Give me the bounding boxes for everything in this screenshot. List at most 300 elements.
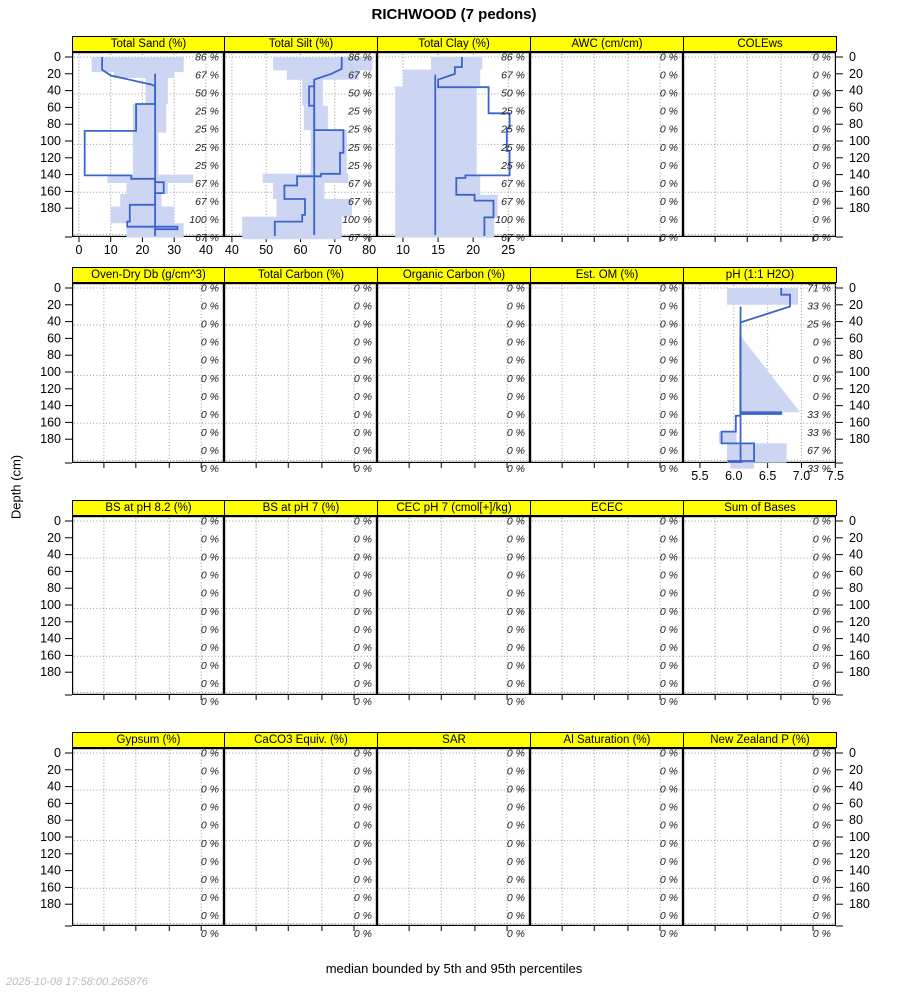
contributing-fraction-label: 67 % [195, 177, 219, 190]
strip-caco3-equiv: CaCO3 Equiv. (%) [224, 732, 378, 748]
left-depth-label: 40 [47, 314, 61, 329]
contributing-fraction-label: 0 % [812, 515, 831, 528]
contributing-fraction-label: 25 % [501, 141, 525, 154]
contributing-fraction-label: 0 % [506, 659, 525, 672]
right-depth-label: 180 [849, 897, 870, 912]
contributing-fraction-label: 0 % [200, 873, 219, 886]
contributing-fraction-label: 0 % [353, 928, 372, 941]
panel-cec-ph-7-cmol-kg [377, 515, 530, 709]
contributing-fraction-label: 0 % [812, 195, 831, 208]
contributing-fraction-label: 0 % [659, 678, 678, 691]
strip-bs-at-ph-7: BS at pH 7 (%) [224, 500, 378, 516]
right-depth-label: 40 [849, 83, 863, 98]
left-depth-label: 100 [40, 134, 61, 148]
contributing-fraction-label: 25 % [501, 123, 525, 136]
strip-oven-dry-db-g-cm-3: Oven-Dry Db (g/cm^3) [72, 267, 225, 283]
contributing-fraction-label: 33 % [807, 408, 831, 421]
panel-awc-cm-cm [530, 51, 683, 245]
contributing-fraction-label: 0 % [659, 623, 678, 636]
contributing-fraction-label: 0 % [659, 51, 678, 64]
contributing-fraction-label: 0 % [506, 891, 525, 904]
contributing-fraction-label: 0 % [506, 569, 525, 582]
left-depth-label: 180 [40, 432, 61, 447]
contributing-fraction-label: 0 % [200, 463, 219, 476]
panel-total-carbon [224, 282, 377, 476]
contributing-fraction-label: 0 % [659, 928, 678, 941]
left-depth-label: 0 [54, 514, 61, 528]
contributing-fraction-label: 0 % [506, 336, 525, 349]
right-depth-label: 120 [849, 150, 870, 165]
contributing-fraction-label: 0 % [812, 765, 831, 778]
contributing-fraction-label: 0 % [812, 569, 831, 582]
contributing-fraction-label: 0 % [812, 801, 831, 814]
contributing-fraction-label: 0 % [506, 515, 525, 528]
contributing-fraction-label: 0 % [812, 390, 831, 403]
right-depth-label: 40 [849, 314, 863, 329]
left-depth-label: 100 [40, 830, 61, 844]
contributing-fraction-label: 0 % [200, 551, 219, 564]
contributing-fraction-label: 0 % [200, 372, 219, 385]
panel-al-saturation [530, 747, 683, 941]
right-depth-label: 0 [849, 514, 856, 528]
panel-total-clay [377, 51, 530, 245]
contributing-fraction-label: 25 % [807, 318, 831, 331]
contributing-fraction-label: 0 % [506, 605, 525, 618]
left-depth-label: 80 [47, 348, 61, 363]
contributing-fraction-label: 0 % [353, 318, 372, 331]
left-depth-label: 40 [47, 779, 61, 794]
right-depth-label: 120 [849, 846, 870, 861]
contributing-fraction-label: 33 % [807, 300, 831, 313]
left-depth-label: 80 [47, 581, 61, 596]
panel-total-silt [224, 51, 377, 245]
contributing-fraction-label: 0 % [812, 372, 831, 385]
left-depth-label: 60 [47, 100, 61, 115]
contributing-fraction-label: 0 % [812, 587, 831, 600]
chart-title: RICHWOOD (7 pedons) [371, 6, 537, 23]
contributing-fraction-label: 0 % [506, 819, 525, 832]
contributing-fraction-label: 0 % [200, 426, 219, 439]
y-axis-label: Depth (cm) [8, 454, 24, 520]
right-depth-label: 160 [849, 880, 870, 895]
left-depth-label: 20 [47, 762, 61, 777]
contributing-fraction-label: 0 % [659, 372, 678, 385]
contributing-fraction-label: 0 % [200, 696, 219, 709]
contributing-fraction-label: 0 % [506, 910, 525, 923]
x-tick-label: 20 [135, 243, 150, 257]
right-depth-label: 100 [849, 830, 870, 844]
contributing-fraction-label: 50 % [501, 87, 525, 100]
right-depth-label: 160 [849, 184, 870, 199]
contributing-fraction-label: 86 % [501, 51, 525, 64]
contributing-fraction-label: 25 % [195, 159, 219, 172]
contributing-fraction-label: 0 % [506, 300, 525, 313]
contributing-fraction-label: 86 % [195, 51, 219, 64]
contributing-fraction-label: 0 % [200, 837, 219, 850]
contributing-fraction-label: 0 % [659, 300, 678, 313]
strip-ecec: ECEC [530, 500, 684, 516]
contributing-fraction-label: 0 % [506, 408, 525, 421]
contributing-fraction-label: 0 % [353, 855, 372, 868]
contributing-fraction-label: 0 % [812, 605, 831, 618]
contributing-fraction-label: 0 % [353, 696, 372, 709]
contributing-fraction-label: 33 % [807, 463, 831, 476]
left-depth-label: 60 [47, 331, 61, 346]
contributing-fraction-label: 0 % [659, 569, 678, 582]
right-depth-label: 80 [849, 581, 863, 596]
contributing-fraction-label: 0 % [200, 623, 219, 636]
contributing-fraction-label: 0 % [812, 87, 831, 100]
contributing-fraction-label: 0 % [812, 354, 831, 367]
contributing-fraction-label: 0 % [659, 463, 678, 476]
strip-awc-cm-cm: AWC (cm/cm) [530, 36, 684, 52]
panel-organic-carbon [377, 282, 530, 476]
contributing-fraction-label: 0 % [353, 891, 372, 904]
contributing-fraction-label: 0 % [812, 747, 831, 760]
contributing-fraction-label: 0 % [200, 408, 219, 421]
x-tick-label: 30 [167, 243, 182, 257]
left-depth-label: 40 [47, 547, 61, 562]
contributing-fraction-label: 0 % [506, 928, 525, 941]
contributing-fraction-label: 0 % [506, 390, 525, 403]
right-depth-label: 80 [849, 348, 863, 363]
right-depth-label: 120 [849, 614, 870, 629]
contributing-fraction-label: 0 % [812, 819, 831, 832]
x-tick-label: 50 [259, 243, 274, 257]
contributing-fraction-label: 0 % [812, 51, 831, 64]
strip-sum-of-bases: Sum of Bases [683, 500, 837, 516]
contributing-fraction-label: 0 % [200, 855, 219, 868]
contributing-fraction-label: 0 % [659, 282, 678, 295]
contributing-fraction-label: 25 % [348, 123, 372, 136]
contributing-fraction-label: 0 % [506, 445, 525, 458]
contributing-fraction-label: 0 % [200, 569, 219, 582]
x-tick-label: 5.5 [691, 469, 709, 483]
left-depth-label: 160 [40, 415, 61, 430]
right-depth-label: 140 [849, 167, 870, 182]
contributing-fraction-label: 100 % [495, 214, 525, 227]
contributing-fraction-label: 0 % [353, 819, 372, 832]
right-depth-label: 100 [849, 134, 870, 148]
contributing-fraction-label: 0 % [812, 551, 831, 564]
strip-gypsum: Gypsum (%) [72, 732, 225, 748]
strip-sar: SAR [377, 732, 531, 748]
left-depth-label: 0 [54, 281, 61, 295]
contributing-fraction-label: 67 % [195, 69, 219, 82]
panel-est-om [530, 282, 683, 476]
right-depth-label: 80 [849, 117, 863, 132]
right-depth-label: 60 [849, 331, 863, 346]
x-tick-label: 15 [431, 243, 446, 257]
contributing-fraction-label: 0 % [353, 551, 372, 564]
contributing-fraction-label: 0 % [353, 408, 372, 421]
strip-al-saturation: Al Saturation (%) [530, 732, 684, 748]
contributing-fraction-label: 0 % [200, 747, 219, 760]
x-tick-label: 80 [362, 243, 377, 257]
contributing-fraction-label: 0 % [659, 801, 678, 814]
contributing-fraction-label: 67 % [195, 195, 219, 208]
contributing-fraction-label: 0 % [659, 390, 678, 403]
contributing-fraction-label: 0 % [812, 891, 831, 904]
right-depth-label: 100 [849, 365, 870, 379]
contributing-fraction-label: 25 % [348, 141, 372, 154]
contributing-fraction-label: 0 % [659, 105, 678, 118]
contributing-fraction-label: 0 % [506, 765, 525, 778]
right-depth-label: 80 [849, 813, 863, 828]
strip-bs-at-ph-8-2: BS at pH 8.2 (%) [72, 500, 225, 516]
contributing-fraction-label: 67 % [348, 195, 372, 208]
left-depth-label: 100 [40, 365, 61, 379]
contributing-fraction-label: 50 % [195, 87, 219, 100]
contributing-fraction-label: 0 % [812, 232, 831, 245]
contributing-fraction-label: 0 % [200, 659, 219, 672]
x-tick-label: 7.0 [792, 469, 811, 483]
contributing-fraction-label: 0 % [506, 641, 525, 654]
contributing-fraction-label: 0 % [200, 801, 219, 814]
right-depth-label: 140 [849, 863, 870, 878]
strip-est-om: Est. OM (%) [530, 267, 684, 283]
strip-total-silt: Total Silt (%) [224, 36, 378, 52]
left-depth-label: 60 [47, 564, 61, 579]
contributing-fraction-label: 0 % [812, 659, 831, 672]
x-tick-label: 0 [75, 243, 83, 257]
strip-total-sand: Total Sand (%) [72, 36, 225, 52]
contributing-fraction-label: 0 % [200, 390, 219, 403]
contributing-fraction-label: 0 % [353, 641, 372, 654]
contributing-fraction-label: 67 % [501, 69, 525, 82]
contributing-fraction-label: 0 % [353, 678, 372, 691]
percentile-band [730, 463, 754, 469]
right-depth-label: 0 [849, 50, 856, 64]
contributing-fraction-label: 0 % [353, 801, 372, 814]
left-depth-label: 100 [40, 598, 61, 612]
strip-colews: COLEws [683, 36, 837, 52]
panel-total-sand [72, 51, 224, 245]
contributing-fraction-label: 0 % [659, 641, 678, 654]
contributing-fraction-label: 0 % [812, 783, 831, 796]
contributing-fraction-label: 0 % [812, 141, 831, 154]
x-tick-label: 7.5 [826, 469, 845, 483]
panel-bs-at-ph-7 [224, 515, 377, 709]
contributing-fraction-label: 0 % [506, 587, 525, 600]
contributing-fraction-label: 0 % [200, 765, 219, 778]
contributing-fraction-label: 0 % [812, 533, 831, 546]
contributing-fraction-label: 0 % [200, 587, 219, 600]
contributing-fraction-label: 0 % [659, 195, 678, 208]
contributing-fraction-label: 0 % [353, 659, 372, 672]
contributing-fraction-label: 0 % [659, 587, 678, 600]
x-tick-label: 10 [103, 243, 118, 257]
contributing-fraction-label: 0 % [659, 515, 678, 528]
left-depth-label: 140 [40, 167, 61, 182]
contributing-fraction-label: 0 % [659, 426, 678, 439]
right-depth-label: 60 [849, 564, 863, 579]
left-depth-label: 120 [40, 846, 61, 861]
contributing-fraction-label: 0 % [353, 837, 372, 850]
contributing-fraction-label: 0 % [200, 783, 219, 796]
contributing-fraction-label: 25 % [501, 105, 525, 118]
contributing-fraction-label: 0 % [506, 463, 525, 476]
contributing-fraction-label: 0 % [200, 515, 219, 528]
contributing-fraction-label: 67 % [348, 177, 372, 190]
contributing-fraction-label: 0 % [200, 300, 219, 313]
contributing-fraction-label: 0 % [812, 928, 831, 941]
contributing-fraction-label: 0 % [659, 159, 678, 172]
contributing-fraction-label: 0 % [506, 873, 525, 886]
contributing-fraction-label: 0 % [659, 69, 678, 82]
right-depth-label: 40 [849, 779, 863, 794]
contributing-fraction-label: 0 % [353, 463, 372, 476]
right-depth-label: 180 [849, 432, 870, 447]
contributing-fraction-label: 0 % [812, 837, 831, 850]
contributing-fraction-label: 0 % [353, 783, 372, 796]
right-depth-label: 160 [849, 648, 870, 663]
contributing-fraction-label: 0 % [659, 336, 678, 349]
contributing-fraction-label: 25 % [195, 123, 219, 136]
contributing-fraction-label: 0 % [659, 891, 678, 904]
left-depth-label: 160 [40, 880, 61, 895]
right-depth-label: 100 [849, 598, 870, 612]
contributing-fraction-label: 0 % [659, 551, 678, 564]
contributing-fraction-label: 0 % [353, 747, 372, 760]
contributing-fraction-label: 0 % [353, 336, 372, 349]
strip-cec-ph-7-cmol-kg: CEC pH 7 (cmol[+]/kg) [377, 500, 531, 516]
timestamp: 2025-10-08 17:58:00.265876 [6, 976, 148, 988]
contributing-fraction-label: 0 % [659, 354, 678, 367]
right-depth-label: 20 [849, 66, 863, 81]
contributing-fraction-label: 67 % [807, 445, 831, 458]
right-depth-label: 60 [849, 796, 863, 811]
contributing-fraction-label: 0 % [353, 445, 372, 458]
left-depth-label: 60 [47, 796, 61, 811]
contributing-fraction-label: 0 % [200, 678, 219, 691]
panel-oven-dry-db-g-cm-3 [72, 282, 224, 476]
contributing-fraction-label: 0 % [353, 569, 372, 582]
left-depth-label: 180 [40, 897, 61, 912]
x-tick-label: 40 [198, 243, 213, 257]
contributing-fraction-label: 0 % [812, 910, 831, 923]
strip-ph-1-1-h2o: pH (1:1 H2O) [683, 267, 837, 283]
right-depth-label: 140 [849, 631, 870, 646]
contributing-fraction-label: 0 % [506, 783, 525, 796]
contributing-fraction-label: 0 % [659, 783, 678, 796]
right-depth-label: 20 [849, 530, 863, 545]
contributing-fraction-label: 0 % [659, 605, 678, 618]
contributing-fraction-label: 33 % [807, 426, 831, 439]
contributing-fraction-label: 0 % [506, 318, 525, 331]
contributing-fraction-label: 0 % [200, 819, 219, 832]
right-depth-label: 140 [849, 398, 870, 413]
contributing-fraction-label: 0 % [353, 605, 372, 618]
contributing-fraction-label: 0 % [200, 533, 219, 546]
contributing-fraction-label: 0 % [506, 855, 525, 868]
contributing-fraction-label: 0 % [506, 801, 525, 814]
contributing-fraction-label: 67 % [195, 232, 219, 245]
contributing-fraction-label: 0 % [506, 282, 525, 295]
contributing-fraction-label: 0 % [353, 282, 372, 295]
contributing-fraction-label: 0 % [506, 837, 525, 850]
contributing-fraction-label: 100 % [189, 214, 219, 227]
contributing-fraction-label: 0 % [659, 533, 678, 546]
x-tick-label: 60 [293, 243, 308, 257]
left-depth-label: 140 [40, 631, 61, 646]
contributing-fraction-label: 0 % [659, 837, 678, 850]
x-tick-label: 6.0 [725, 469, 743, 483]
contributing-fraction-label: 0 % [506, 678, 525, 691]
contributing-fraction-label: 0 % [353, 873, 372, 886]
contributing-fraction-label: 0 % [659, 819, 678, 832]
right-depth-label: 180 [849, 201, 870, 216]
contributing-fraction-label: 0 % [659, 873, 678, 886]
contributing-fraction-label: 0 % [659, 910, 678, 923]
strip-new-zealand-p: New Zealand P (%) [683, 732, 837, 748]
contributing-fraction-label: 0 % [659, 696, 678, 709]
contributing-fraction-label: 86 % [348, 51, 372, 64]
contributing-fraction-label: 25 % [195, 141, 219, 154]
contributing-fraction-label: 0 % [200, 928, 219, 941]
left-depth-label: 40 [47, 83, 61, 98]
contributing-fraction-label: 0 % [812, 336, 831, 349]
right-depth-label: 20 [849, 297, 863, 312]
contributing-fraction-label: 0 % [353, 354, 372, 367]
percentile-band [727, 288, 798, 305]
left-depth-label: 160 [40, 648, 61, 663]
contributing-fraction-label: 0 % [812, 641, 831, 654]
contributing-fraction-label: 0 % [659, 232, 678, 245]
contributing-fraction-label: 0 % [200, 605, 219, 618]
contributing-fraction-label: 0 % [659, 408, 678, 421]
contributing-fraction-label: 0 % [353, 390, 372, 403]
left-depth-label: 180 [40, 665, 61, 680]
contributing-fraction-label: 67 % [348, 232, 372, 245]
panel-sum-of-bases [683, 515, 836, 709]
contributing-fraction-label: 0 % [812, 177, 831, 190]
left-depth-label: 20 [47, 297, 61, 312]
panel-sar [377, 747, 530, 941]
left-depth-label: 120 [40, 150, 61, 165]
left-depth-label: 20 [47, 66, 61, 81]
contributing-fraction-label: 100 % [342, 214, 372, 227]
contributing-fraction-label: 0 % [506, 372, 525, 385]
left-depth-label: 120 [40, 381, 61, 396]
x-tick-label: 40 [224, 243, 239, 257]
contributing-fraction-label: 25 % [195, 105, 219, 118]
contributing-fraction-label: 0 % [812, 696, 831, 709]
x-tick-label: 6.5 [758, 469, 777, 483]
contributing-fraction-label: 0 % [353, 623, 372, 636]
contributing-fraction-label: 0 % [659, 214, 678, 227]
left-depth-label: 80 [47, 813, 61, 828]
right-depth-label: 20 [849, 762, 863, 777]
contributing-fraction-label: 0 % [659, 318, 678, 331]
contributing-fraction-label: 0 % [659, 445, 678, 458]
contributing-fraction-label: 0 % [659, 659, 678, 672]
percentile-band [727, 443, 787, 462]
contributing-fraction-label: 0 % [353, 515, 372, 528]
contributing-fraction-label: 0 % [812, 214, 831, 227]
contributing-fraction-label: 0 % [506, 551, 525, 564]
contributing-fraction-label: 71 % [807, 282, 831, 295]
strip-total-carbon: Total Carbon (%) [224, 267, 378, 283]
contributing-fraction-label: 0 % [353, 533, 372, 546]
contributing-fraction-label: 0 % [353, 372, 372, 385]
contributing-fraction-label: 67 % [501, 195, 525, 208]
contributing-fraction-label: 0 % [200, 318, 219, 331]
panel-new-zealand-p [683, 747, 836, 941]
contributing-fraction-label: 0 % [353, 765, 372, 778]
right-depth-label: 180 [849, 665, 870, 680]
contributing-fraction-label: 0 % [812, 855, 831, 868]
